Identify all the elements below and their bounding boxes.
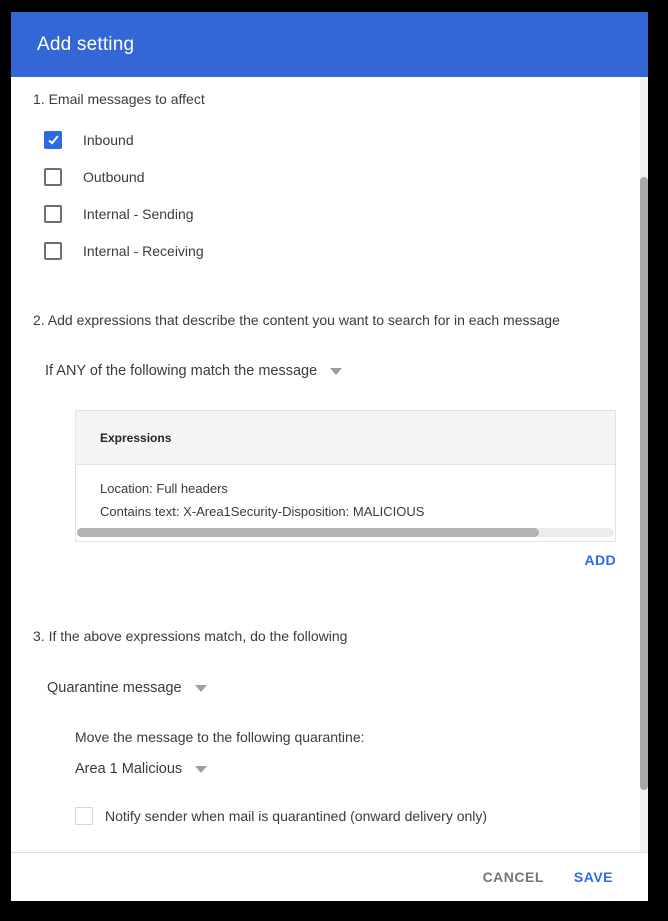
outbound-checkbox[interactable] xyxy=(44,168,62,186)
checkbox-label: Outbound xyxy=(83,169,145,185)
horizontal-scrollbar-thumb[interactable] xyxy=(77,528,539,537)
expression-row[interactable]: Location: Full headers xyxy=(100,481,228,496)
horizontal-scrollbar[interactable] xyxy=(77,528,614,537)
checkbox-row-outbound[interactable] xyxy=(44,168,648,186)
expressions-table-header xyxy=(76,411,615,465)
vertical-scrollbar[interactable] xyxy=(640,77,648,852)
quarantine-value: Area 1 Malicious xyxy=(75,761,183,777)
checkbox-row-inbound[interactable] xyxy=(44,131,648,149)
quarantine-dropdown[interactable] xyxy=(75,761,648,777)
expressions-table-body xyxy=(76,465,615,541)
expressions-table xyxy=(75,410,616,542)
match-type-dropdown[interactable] xyxy=(45,363,648,379)
checkmark-icon xyxy=(48,134,58,145)
checkbox-row-internal-sending[interactable] xyxy=(44,205,648,223)
vertical-scrollbar-thumb[interactable] xyxy=(640,177,648,790)
checkbox-label: Internal - Receiving xyxy=(83,243,204,259)
cancel-button[interactable]: CANCEL xyxy=(475,863,552,891)
action-dropdown[interactable] xyxy=(47,680,648,696)
expression-row[interactable]: Contains text: X-Area1Security-Disposition: MALICIOUS xyxy=(100,504,425,519)
notify-sender-row[interactable] xyxy=(75,807,648,825)
quarantine-sub-label: Move the message to the following quarantine: xyxy=(75,729,365,745)
expressions-column-header: Expressions xyxy=(100,430,172,445)
dropdown-arrow-icon xyxy=(330,368,342,375)
inbound-checkbox[interactable] xyxy=(44,131,62,149)
checkbox-label: Inbound xyxy=(83,132,134,148)
dropdown-arrow-icon xyxy=(195,766,207,773)
checkbox-label: Internal - Sending xyxy=(83,206,194,222)
internal-sending-checkbox[interactable] xyxy=(44,205,62,223)
email-direction-options xyxy=(33,131,648,260)
match-type-value: If ANY of the following match the message xyxy=(45,363,318,379)
section-2-label: 2. Add expressions that describe the content you want to search for in each message xyxy=(33,312,560,328)
save-button[interactable]: SAVE xyxy=(566,863,621,891)
notify-sender-label: Notify sender when mail is quarantined (onward delivery only) xyxy=(105,808,488,824)
section-1-label: 1. Email messages to affect xyxy=(33,91,205,107)
section-3-label: 3. If the above expressions match, do the following xyxy=(33,628,348,644)
add-expression-row xyxy=(33,552,616,570)
add-button[interactable]: ADD xyxy=(584,552,616,568)
dialog-footer xyxy=(11,852,648,901)
dialog-title: Add setting xyxy=(37,33,135,55)
add-setting-dialog xyxy=(11,12,648,901)
checkbox-row-internal-receiving[interactable] xyxy=(44,242,648,260)
internal-receiving-checkbox[interactable] xyxy=(44,242,62,260)
dropdown-arrow-icon xyxy=(195,685,207,692)
dialog-header xyxy=(11,12,648,77)
dialog-content xyxy=(11,77,648,852)
notify-sender-checkbox[interactable] xyxy=(75,807,93,825)
action-value: Quarantine message xyxy=(47,680,182,696)
